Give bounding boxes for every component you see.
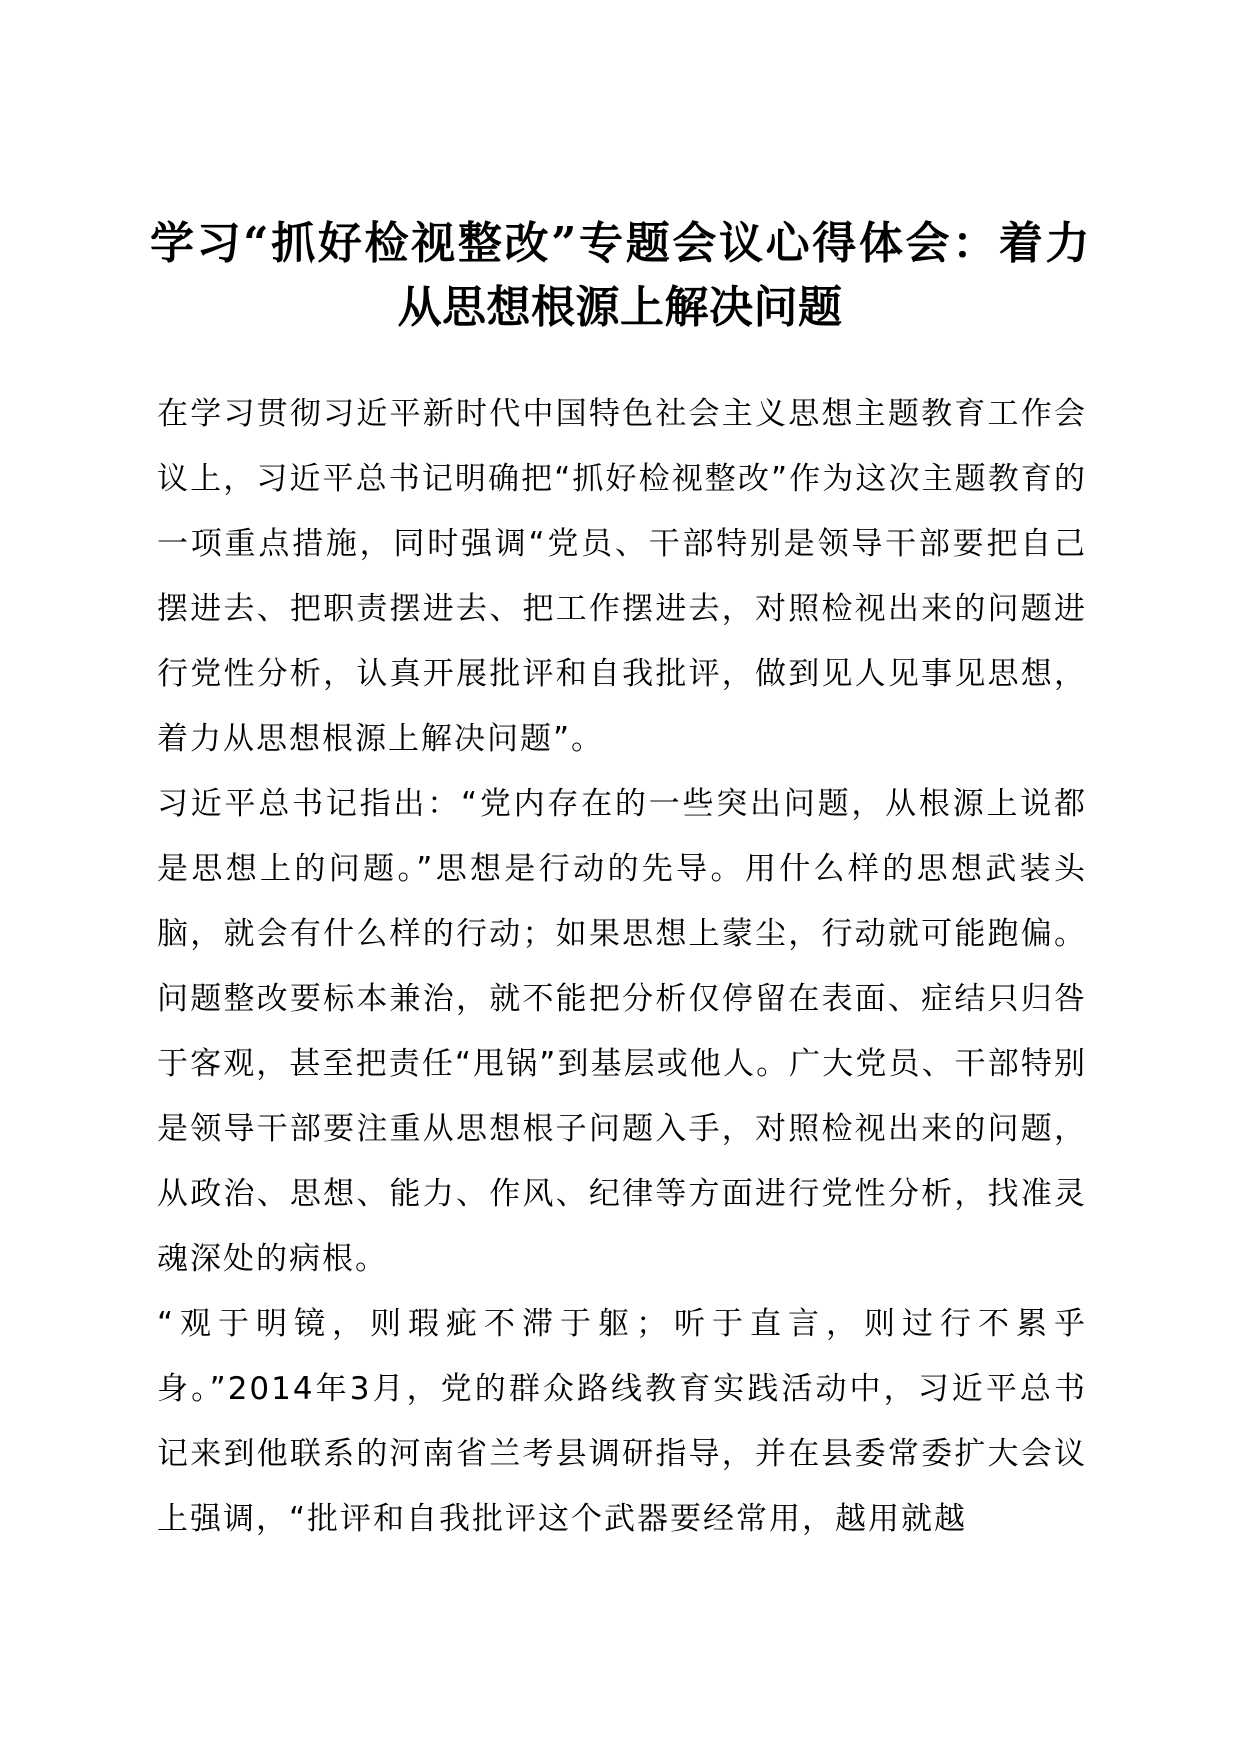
paragraph-3: “观于明镜，则瑕疵不滞于躯；听于直言，则过行不累乎身。”2014年3月，党的群众路线教育实践活动中，习近平总书记来到他联系的河南省兰考县调研指导，并在县委常委扩大会议上强调，“批评和自我批评这个武器要经常用，越用就越 [157,1306,1087,1537]
paragraph-1: 在学习贯彻习近平新时代中国特色社会主义思想主题教育工作会议上，习近平总书记明确把“抓好检视整改”作为这次主题教育的一项重点措施，同时强调“党员、干部特别是领导干部要把自己摆进去、把职责摆进去、把工作摆进去，对照检视出来的问题进行党性分析，认真开展批评和自我批评，做到见人见事见思想，着力从思想根源上解决问题”。 [157,396,1087,757]
document-title: 学习“抓好检视整改”专题会议心得体会：着力从思想根源上解决问题 [150,218,1090,333]
paragraph-2: 习近平总书记指出：“党内存在的一些突出问题，从根源上说都是思想上的问题。”思想是行动的先导。用什么样的思想武装头脑，就会有什么样的行动；如果思想上蒙尘，行动就可能跑偏。问题整改要标本兼治，就不能把分析仅停留在表面、症结只归咎于客观，甚至把责任“甩锅”到基层或他人。广大党员、干部特别是领导干部要注重从思想根子问题入手，对照检视出来的问题，从政治、思想、能力、作风、纪律等方面进行党性分析，找准灵魂深处的病根。 [157,786,1087,1277]
document-body [157,382,1087,1552]
